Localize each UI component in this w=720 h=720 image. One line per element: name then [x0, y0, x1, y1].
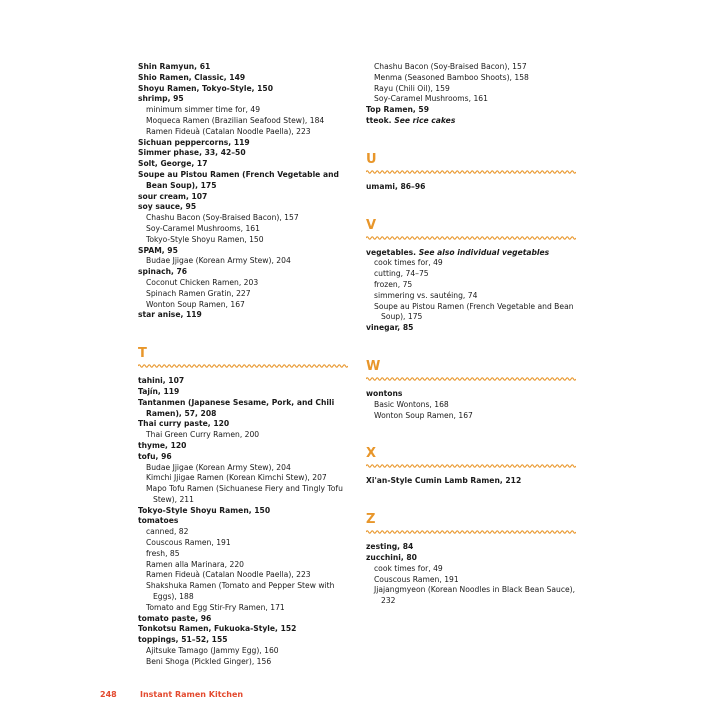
index-subentry — [366, 400, 580, 411]
index-subentry — [138, 538, 352, 549]
entry-text: Couscous Ramen, 191 — [374, 574, 459, 584]
entry-text: tteok. — [366, 115, 392, 125]
entry-text: tofu, 96 — [138, 451, 172, 461]
index-entry — [138, 84, 352, 95]
entry-list — [366, 476, 580, 487]
entry-list — [138, 376, 352, 668]
section-letter: V — [366, 217, 377, 233]
index-subentry — [138, 116, 352, 127]
index-subentry — [138, 235, 352, 246]
entry-list — [366, 62, 580, 127]
entry-text: vegetables. — [366, 247, 417, 257]
entry-text: tahini, 107 — [138, 376, 185, 386]
entry-list — [366, 248, 580, 334]
wavy-divider-icon — [366, 376, 576, 382]
index-entry — [138, 419, 352, 430]
index-entry — [366, 553, 580, 564]
entry-text: Budae Jjigae (Korean Army Stew), 204 — [146, 462, 291, 472]
index-section-t — [138, 347, 352, 668]
entry-text: Soupe au Pistou Ramen (French Vegetable and Bean Soup), 175 — [374, 301, 574, 322]
book-title: Instant Ramen Kitchen — [140, 690, 244, 699]
index-entry — [366, 105, 580, 116]
entry-text: tomato paste, 96 — [138, 613, 212, 623]
entry-text: soy sauce, 95 — [138, 202, 197, 212]
entry-text: Moqueca Ramen (Brazilian Seafood Stew), 184 — [146, 115, 325, 125]
index-section-u — [366, 153, 580, 193]
index-entry — [138, 267, 352, 278]
index-subentry — [138, 127, 352, 138]
index-entry — [138, 398, 352, 420]
index-subentry — [138, 484, 352, 506]
entry-text: Thai Green Curry Ramen, 200 — [146, 430, 260, 440]
index-entry — [366, 182, 580, 193]
entry-text: Ramen Fideuà (Catalan Noodle Paella), 223 — [146, 126, 311, 136]
index-subentry — [366, 62, 580, 73]
index-subentry — [138, 105, 352, 116]
section-letter: W — [366, 358, 381, 374]
entry-text: Xi'an-Style Cumin Lamb Ramen, 212 — [366, 476, 522, 486]
entry-text: sour cream, 107 — [138, 191, 208, 201]
index-subentry — [138, 473, 352, 484]
entry-text: Coconut Chicken Ramen, 203 — [146, 277, 259, 287]
index-entry — [138, 202, 352, 213]
entry-text: star anise, 119 — [138, 310, 202, 320]
index-entry — [138, 516, 352, 527]
entry-text: Solt, George, 17 — [138, 159, 208, 169]
index-subentry — [366, 575, 580, 586]
index-subentry — [366, 564, 580, 575]
index-section-w — [366, 360, 580, 421]
entry-list — [366, 542, 580, 607]
entry-text: toppings, 51–52, 155 — [138, 635, 228, 645]
entry-text: Wonton Soup Ramen, 167 — [146, 299, 245, 309]
index-entry — [138, 441, 352, 452]
index-entry — [138, 310, 352, 321]
entry-text: Tajín, 119 — [138, 386, 180, 396]
entry-text: Mapo Tofu Ramen (Sichuanese Fiery and Tingly Tofu Stew), 211 — [146, 484, 343, 504]
entry-text: shrimp, 95 — [138, 94, 184, 104]
index-subentry — [138, 581, 352, 603]
wavy-divider-icon — [366, 463, 576, 469]
entry-text: Beni Shoga (Pickled Ginger), 156 — [146, 656, 272, 666]
index-subentry — [138, 289, 352, 300]
entry-text: vinegar, 85 — [366, 323, 414, 333]
index-subentry — [366, 269, 580, 280]
section-letter: Z — [366, 512, 376, 528]
index-subentry — [138, 213, 352, 224]
index-subentry — [366, 585, 580, 607]
entry-text: Shin Ramyun, 61 — [138, 62, 211, 71]
entry-text: Simmer phase, 33, 42–50 — [138, 148, 246, 158]
entry-text: Chashu Bacon (Soy-Braised Bacon), 157 — [374, 62, 527, 71]
index-entry — [366, 476, 580, 487]
entry-text: Budae Jjigae (Korean Army Stew), 204 — [146, 256, 291, 266]
entry-text: cook times for, 49 — [374, 563, 443, 573]
index-subentry — [138, 657, 352, 668]
wavy-divider-icon — [366, 169, 576, 175]
entry-text: Tomato and Egg Stir-Fry Ramen, 171 — [146, 602, 285, 612]
index-subentry — [366, 84, 580, 95]
entry-text: thyme, 120 — [138, 440, 187, 450]
entry-text: fresh, 85 — [146, 548, 180, 558]
entry-list — [366, 182, 580, 193]
entry-text: Couscous Ramen, 191 — [146, 538, 231, 548]
index-subentry — [138, 278, 352, 289]
entry-list — [366, 389, 580, 421]
entry-text: Jjajangmyeon (Korean Noodles in Black Bean Sauce), 232 — [374, 585, 576, 606]
entry-text: Kimchi Jjigae Ramen (Korean Kimchi Stew), 207 — [146, 473, 327, 483]
entry-text: wontons — [366, 388, 403, 398]
index-entry — [138, 624, 352, 635]
entry-text: Tonkotsu Ramen, Fukuoka-Style, 152 — [138, 624, 297, 634]
index-entry — [138, 246, 352, 257]
index-section-v — [366, 219, 580, 334]
entry-text: tomatoes — [138, 516, 179, 526]
entry-text: Ajitsuke Tamago (Jammy Egg), 160 — [146, 646, 279, 656]
index-column-right — [366, 62, 580, 607]
entry-text: Ramen alla Marinara, 220 — [146, 559, 244, 569]
index-column-left — [138, 62, 352, 668]
index-entry — [138, 159, 352, 170]
index-subentry — [138, 300, 352, 311]
entry-text: Sichuan peppercorns, 119 — [138, 137, 250, 147]
index-subentry — [138, 560, 352, 571]
see-reference: See rice cakes — [394, 115, 456, 125]
entry-text: Wonton Soup Ramen, 167 — [374, 410, 473, 420]
index-entry — [138, 73, 352, 84]
entry-text: SPAM, 95 — [138, 245, 178, 255]
index-entry — [138, 62, 352, 73]
index-subentry — [366, 94, 580, 105]
entry-text: Shakshuka Ramen (Tomato and Pepper Stew with Eggs), 188 — [146, 581, 335, 602]
index-subentry — [366, 302, 580, 324]
see-reference: See also individual vegetables — [418, 247, 550, 257]
entry-text: cook times for, 49 — [374, 258, 443, 268]
entry-text: Soupe au Pistou Ramen (French Vegetable and Bean Soup), 175 — [138, 169, 339, 190]
section-letter: X — [366, 446, 377, 462]
index-subentry — [366, 411, 580, 422]
index-section-x — [366, 447, 580, 487]
entry-text: Rayu (Chili Oil), 159 — [374, 83, 450, 93]
entry-text: Menma (Seasoned Bamboo Shoots), 158 — [374, 72, 529, 82]
entry-text: simmering vs. sautéing, 74 — [374, 290, 478, 300]
index-subentry — [138, 570, 352, 581]
entry-text: Chashu Bacon (Soy-Braised Bacon), 157 — [146, 213, 299, 223]
index-subentry — [138, 430, 352, 441]
index-entry — [366, 116, 580, 127]
index-subentry — [138, 224, 352, 235]
entry-text: Tokyo-Style Shoyu Ramen, 150 — [138, 505, 271, 515]
index-entry — [366, 248, 580, 259]
entry-text: Soy-Caramel Mushrooms, 161 — [146, 223, 260, 233]
index-subentry — [138, 256, 352, 267]
entry-text: Tokyo-Style Shoyu Ramen, 150 — [146, 234, 264, 244]
index-subentry — [366, 258, 580, 269]
entry-text: cutting, 74–75 — [374, 269, 429, 279]
index-entry — [138, 148, 352, 159]
index-entry — [138, 614, 352, 625]
section-letter: T — [138, 346, 147, 362]
index-entry — [138, 376, 352, 387]
wavy-divider-icon — [366, 529, 576, 535]
page-number: 248 — [100, 690, 117, 699]
entry-text: frozen, 75 — [374, 279, 413, 289]
index-entry — [138, 94, 352, 105]
entry-text: Thai curry paste, 120 — [138, 419, 230, 429]
index-entry — [138, 452, 352, 463]
index-subentry — [366, 73, 580, 84]
entry-text: Soy-Caramel Mushrooms, 161 — [374, 94, 488, 104]
entry-text: Spinach Ramen Gratin, 227 — [146, 288, 251, 298]
wavy-divider-icon — [366, 235, 576, 241]
entry-text: Top Ramen, 59 — [366, 105, 430, 115]
index-subentry — [138, 527, 352, 538]
wavy-divider-icon — [138, 363, 348, 369]
page-footer — [100, 690, 243, 699]
index-entry — [138, 138, 352, 149]
entry-text: zesting, 84 — [366, 542, 414, 552]
index-entry — [366, 323, 580, 334]
entry-text: Shio Ramen, Classic, 149 — [138, 72, 246, 82]
index-subentry — [366, 291, 580, 302]
entry-text: Ramen Fideuà (Catalan Noodle Paella), 223 — [146, 570, 311, 580]
entry-text: canned, 82 — [146, 527, 189, 537]
index-entry — [366, 389, 580, 400]
index-subentry — [138, 646, 352, 657]
entry-list — [138, 62, 352, 321]
index-entry — [366, 542, 580, 553]
index-subentry — [138, 463, 352, 474]
index-entry — [138, 192, 352, 203]
entry-text: Tantanmen (Japanese Sesame, Pork, and Chili Ramen), 57, 208 — [138, 397, 335, 418]
entry-text: minimum simmer time for, 49 — [146, 105, 261, 115]
index-subentry — [138, 603, 352, 614]
entry-text: spinach, 76 — [138, 267, 188, 277]
index-entry — [138, 170, 352, 192]
index-entry — [138, 635, 352, 646]
entry-text: umami, 86–96 — [366, 181, 426, 191]
index-entry — [138, 387, 352, 398]
entry-text: Basic Wontons, 168 — [374, 399, 449, 409]
entry-text: zucchini, 80 — [366, 552, 417, 562]
entry-text: Shoyu Ramen, Tokyo-Style, 150 — [138, 83, 273, 93]
index-entry — [138, 506, 352, 517]
section-letter: U — [366, 151, 377, 167]
index-section-z — [366, 513, 580, 607]
index-subentry — [366, 280, 580, 291]
index-subentry — [138, 549, 352, 560]
